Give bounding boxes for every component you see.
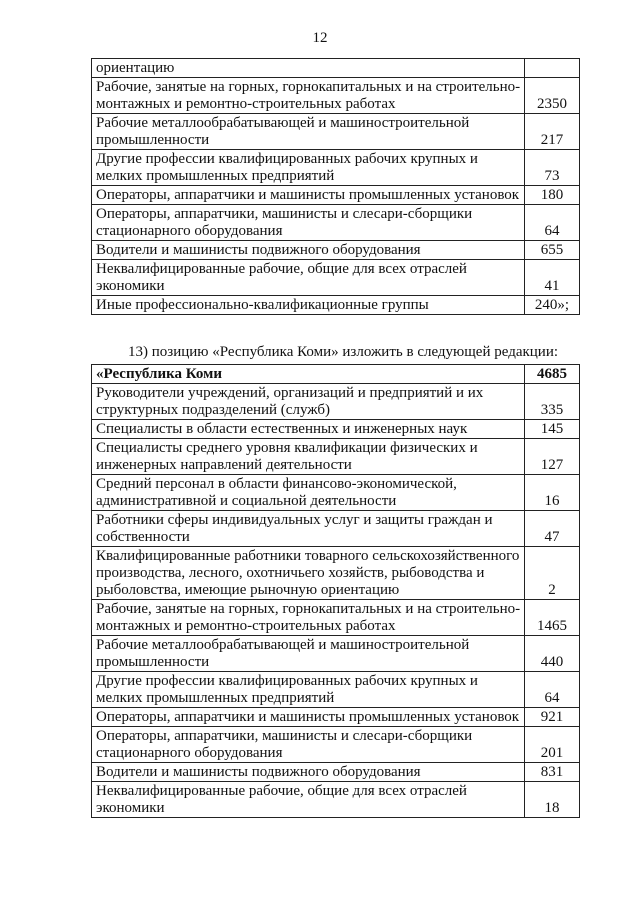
occupation-group-cell: Операторы, аппаратчики и машинисты промышленных установок xyxy=(92,708,525,727)
occupation-group-cell: Рабочие, занятые на горных, горнокапитальных и на строительно-монтажных и ремонтно-строительных работах xyxy=(92,78,525,114)
table-row xyxy=(92,150,580,186)
occupation-group-cell: Средний персонал в области финансово-экономической, административной и социальной деятельности xyxy=(92,475,525,511)
table-row xyxy=(92,763,580,782)
quantity-cell: 335 xyxy=(525,384,580,420)
quantity-cell: 47 xyxy=(525,511,580,547)
quantity-cell: 16 xyxy=(525,475,580,511)
table-row xyxy=(92,439,580,475)
quantity-cell: 921 xyxy=(525,708,580,727)
table-row xyxy=(92,547,580,600)
quantity-cell: 440 xyxy=(525,636,580,672)
quantity-cell: 64 xyxy=(525,205,580,241)
occupation-group-cell: Рабочие, занятые на горных, горнокапитальных и на строительно-монтажных и ремонтно-строительных работах xyxy=(92,600,525,636)
table-row xyxy=(92,420,580,439)
occupation-group-cell: Операторы, аппаратчики и машинисты промышленных установок xyxy=(92,186,525,205)
quantity-cell xyxy=(525,59,580,78)
occupation-group-cell: Рабочие металлообрабатывающей и машиностроительной промышленности xyxy=(92,114,525,150)
quantity-cell: 217 xyxy=(525,114,580,150)
occupation-group-cell: Работники сферы индивидуальных услуг и защиты граждан и собственности xyxy=(92,511,525,547)
quantity-cell: 18 xyxy=(525,782,580,818)
occupation-group-cell: Иные профессионально-квалификационные группы xyxy=(92,296,525,315)
table-row xyxy=(92,186,580,205)
quantity-cell: 41 xyxy=(525,260,580,296)
occupation-group-cell: Руководители учреждений, организаций и предприятий и их структурных подразделений (служб) xyxy=(92,384,525,420)
occupation-group-cell: Другие профессии квалифицированных рабочих крупных и мелких промышленных предприятий xyxy=(92,150,525,186)
table-row xyxy=(92,636,580,672)
table-row xyxy=(92,296,580,315)
occupation-table-continued xyxy=(91,58,580,315)
table-row xyxy=(92,59,580,78)
occupation-group-cell: Водители и машинисты подвижного оборудования xyxy=(92,763,525,782)
quantity-cell: 1465 xyxy=(525,600,580,636)
quantity-cell: 201 xyxy=(525,727,580,763)
table2-body xyxy=(92,365,580,818)
table-row xyxy=(92,672,580,708)
quantity-cell: 2 xyxy=(525,547,580,600)
quantity-cell: 73 xyxy=(525,150,580,186)
occupation-group-cell: Неквалифицированные рабочие, общие для всех отраслей экономики xyxy=(92,782,525,818)
quantity-cell: 64 xyxy=(525,672,580,708)
table-row xyxy=(92,384,580,420)
table1-body xyxy=(92,59,580,315)
region-header-row xyxy=(92,365,580,384)
occupation-group-cell: Операторы, аппаратчики, машинисты и слесари-сборщики стационарного оборудования xyxy=(92,727,525,763)
occupation-group-cell: Операторы, аппаратчики, машинисты и слесари-сборщики стационарного оборудования xyxy=(92,205,525,241)
occupation-group-cell: Другие профессии квалифицированных рабочих крупных и мелких промышленных предприятий xyxy=(92,672,525,708)
table-row xyxy=(92,78,580,114)
table-row xyxy=(92,205,580,241)
region-total-cell: 4685 xyxy=(525,365,580,384)
occupation-group-cell: Специалисты в области естественных и инженерных наук xyxy=(92,420,525,439)
quantity-cell: 240»; xyxy=(525,296,580,315)
quantity-cell: 831 xyxy=(525,763,580,782)
occupation-group-cell: Неквалифицированные рабочие, общие для всех отраслей экономики xyxy=(92,260,525,296)
table-row xyxy=(92,114,580,150)
occupation-group-cell: Водители и машинисты подвижного оборудования xyxy=(92,241,525,260)
table-row xyxy=(92,708,580,727)
quantity-cell: 655 xyxy=(525,241,580,260)
occupation-group-cell: Специалисты среднего уровня квалификации физических и инженерных направлений деятельности xyxy=(92,439,525,475)
table-row xyxy=(92,727,580,763)
quantity-cell: 145 xyxy=(525,420,580,439)
region-name-cell: «Республика Коми xyxy=(92,365,525,384)
quantity-cell: 2350 xyxy=(525,78,580,114)
quantity-cell: 180 xyxy=(525,186,580,205)
page-number: 12 xyxy=(312,30,328,46)
occupation-group-cell: ориентацию xyxy=(92,59,525,78)
table-row xyxy=(92,475,580,511)
table-row xyxy=(92,600,580,636)
table-row xyxy=(92,241,580,260)
occupation-group-cell: Рабочие металлообрабатывающей и машиностроительной промышленности xyxy=(92,636,525,672)
quantity-cell: 127 xyxy=(525,439,580,475)
table-row xyxy=(92,511,580,547)
occupation-group-cell: Квалифицированные работники товарного сельскохозяйственного производства, лесного, охотничьего хозяйств, рыбоводства и рыболовства, имеющие рыночную ориентацию xyxy=(92,547,525,600)
amendment-instruction: 13) позицию «Республика Коми» изложить в следующей редакции: xyxy=(128,344,559,360)
table-row xyxy=(92,260,580,296)
table-row xyxy=(92,782,580,818)
komi-republic-table xyxy=(91,364,580,818)
